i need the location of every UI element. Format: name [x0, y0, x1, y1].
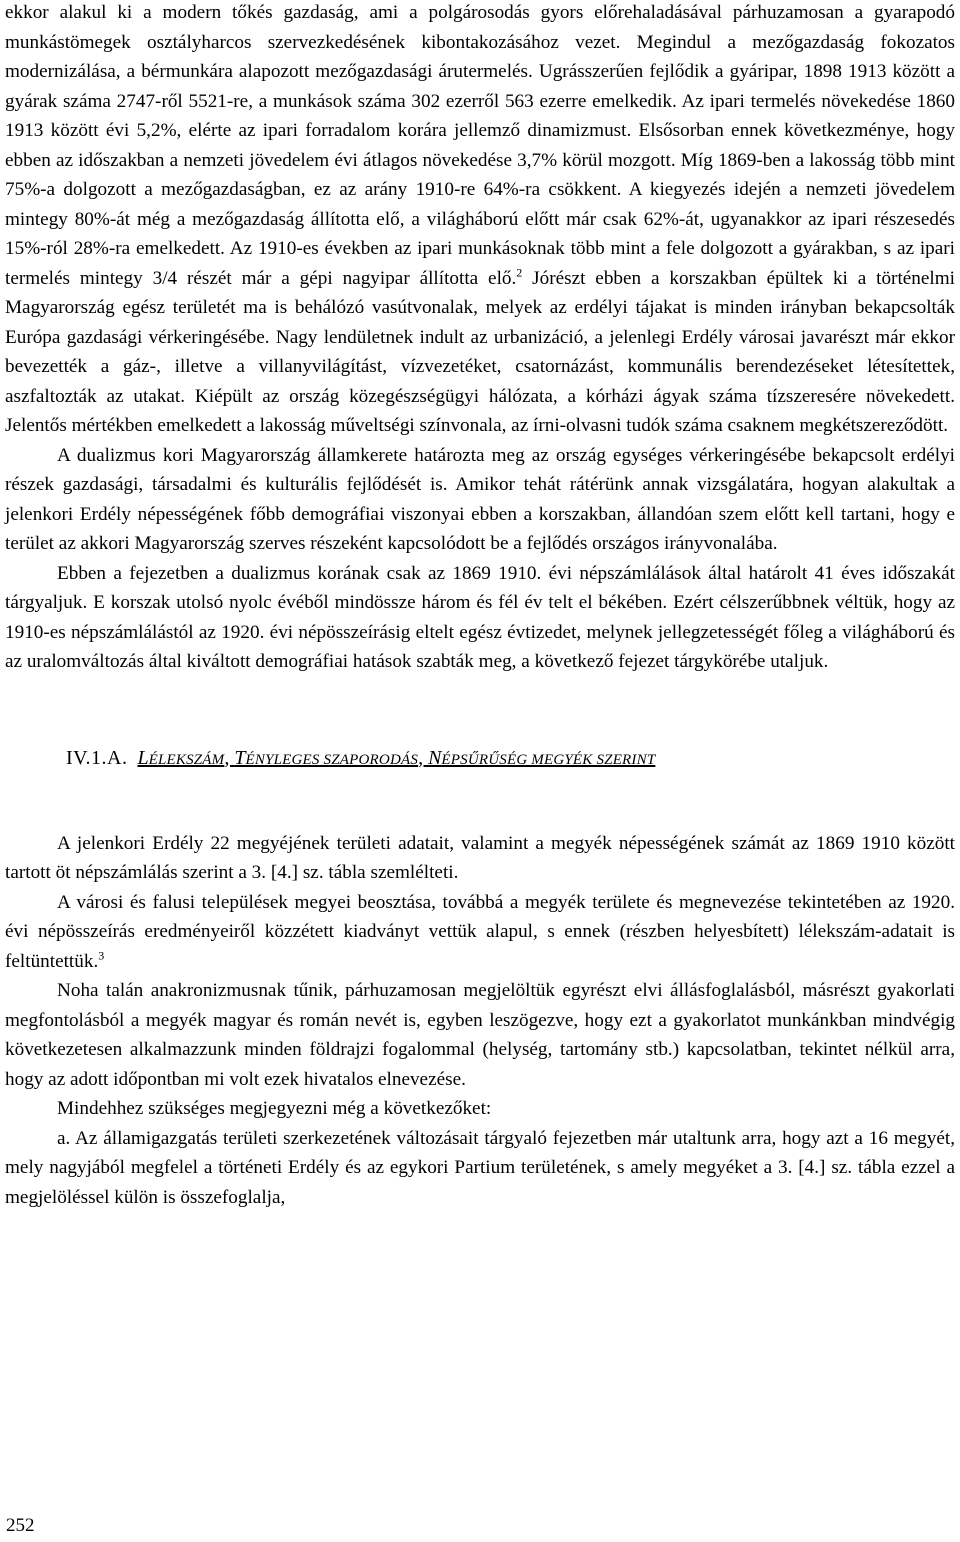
paragraph-text: Jórészt ebben a korszakban épültek ki a történelmi Magyarország egész területét ma is behálózó vasútvonalak, melyek az erdélyi tájakat is minden irányban bekapcsolták Európa gazdasági vérkeringésébe. Nagy lendületnek indult az urbanizáció, a jelenlegi Erdély városai javarészt már ekkor bevezették a gáz-, illetve a villanyvilágítást, vízvezetéket, csatornázást, kommunális berendezéseket létesítettek, aszfaltozták az utakat. Kiépült az ország közegészségügyi hálózata, a kórházi ágyak száma tízszeresére növekedett. Jelentős mértékben emelkedett a lakosság műveltségi színvonala, az írni-olvasni tudók száma csaknem megkétszereződött.	[5, 267, 955, 436]
document-page	[5, 0, 955, 1212]
footnote-reference: 3	[98, 948, 105, 963]
body-paragraph: A dualizmus kori Magyarország államkerete határozta meg az ország egységes vérkeringésébe bekapcsolt erdélyi részek gazdasági, társadalmi és kulturális fejlődését is. Amikor tehát rátérünk annak vizsgálatára, hogyan alakultak a jelenkori Erdély népességének főbb demográfiai viszonyai ebben a korszakban, állandóan szem előtt kell tartani, hogy e terület az akkori Magyarország szerves részeként kapcsolódott be a fejlődés országos irányvonalába.	[5, 444, 955, 554]
footnote-reference: 2	[516, 265, 523, 280]
section-title: LÉLEKSZÁM, TÉNYLEGES SZAPORODÁS, NÉPSŰRŰSÉG MEGYÉK SZERINT	[137, 746, 656, 769]
paragraph-text: ekkor alakul ki a modern tőkés gazdaság, ami a polgárosodás gyors előrehaladásával párhuzamosan a gyarapodó munkástömegek osztályharcos szervezkedésének kibontakozásához vezet. Megindul a mezőgazdaság fokozatos modernizálása, a bérmunkára alapozott mezőgazdasági árutermelés. Ugrásszerűen fejlődik a gyáripar, 1898 1913 között a gyárak száma 2747-ről 5521-re, a munkások száma 302 ezerről 563 ezerre emelkedik. Az ipari termelés növekedése 1860 1913 között évi 5,2%, elérte az ipari forradalom korára jellemző dinamizmust. Elsősorban ennek következménye, hogy ebben az időszakban a nemzeti jövedelem évi átlagos növekedése 3,7% körül mozgott. Míg 1869-ben a lakosság több mint 75%-a dolgozott a mezőgazdaságban, ez az arány 1910-re 64%-ra csökkent. A kiegyezés idején a nemzeti jövedelem mintegy 80%-át még a mezőgazdaság állította elő, a világháború előtt már csak 62%-át, ugyanakkor az ipari részesedés 15%-ról 28%-ra emelkedett. Az 1910-es években az ipari munkásoknak több mint a fele dolgozott a gyárakban, s az ipari termelés mintegy 3/4 részét már a gépi nagyipar állította elő.	[5, 2, 955, 289]
page-number: 252	[6, 1515, 35, 1536]
body-paragraph	[5, 888, 955, 977]
section-heading	[66, 743, 955, 775]
body-paragraph: A jelenkori Erdély 22 megyéjének területi adatait, valamint a megyék népességének számát az 1869 1910 között tartott öt népszámlálás szerint a 3. [4.] sz. tábla szemlélteti.	[5, 832, 955, 883]
body-paragraph: a. Az államigazgatás területi szerkezetének változásait tárgyaló fejezetben már utaltunk arra, hogy azt a 16 megyét, mely nagyjából megfelel a történeti Erdély és az egykori Partium területének, s amely megyéket a 3. [4.] sz. tábla ezzel a megjelöléssel külön is összefoglalja,	[5, 1127, 955, 1208]
body-paragraph: Ebben a fejezetben a dualizmus korának csak az 1869 1910. évi népszámlálások által határolt 41 éves időszakát tárgyaljuk. E korszak utolsó nyolc évéből mindössze három és fél év telt el békében. Ezért célszerűbbnek véltük, hogy az 1910-es népszámlálástól az 1920. évi népösszeírásig eltelt egész évtizedet, melynek jellegzetességét főleg a világháború és az uralomváltozás által kiváltott demográfiai hatások szabták meg, a következő fejezet tárgykörébe utaljuk.	[5, 562, 955, 672]
body-paragraph: Mindehhez szükséges megjegyezni még a következőket:	[57, 1098, 492, 1119]
body-paragraph: Noha talán anakronizmusnak tűnik, párhuzamosan megjelöltük egyrészt elvi állásfoglalásból, másrészt gyakorlati megfontolásból a megyék magyar és román nevét is, egyben leszögezve, hogy ezt a gyakorlatot munkánkban mindvégig következetesen alkalmazzunk minden földrajzi fogalommal (helység, tartomány stb.) kapcsolatban, tekintet nélkül arra, hogy az adott időpontban mi volt ezek hivatalos elnevezése.	[5, 980, 955, 1090]
body-paragraph	[5, 0, 955, 441]
section-number: IV.1.A.	[66, 746, 128, 769]
paragraph-text: A városi és falusi települések megyei beosztása, továbbá a megyék területe és megnevezése tekintetében az 1920. évi népösszeírás eredményeiről közzétett kiadványt vettük alapul, s ennek (részben helyesbített) lélekszám-adatait is feltüntettük.	[5, 891, 955, 972]
